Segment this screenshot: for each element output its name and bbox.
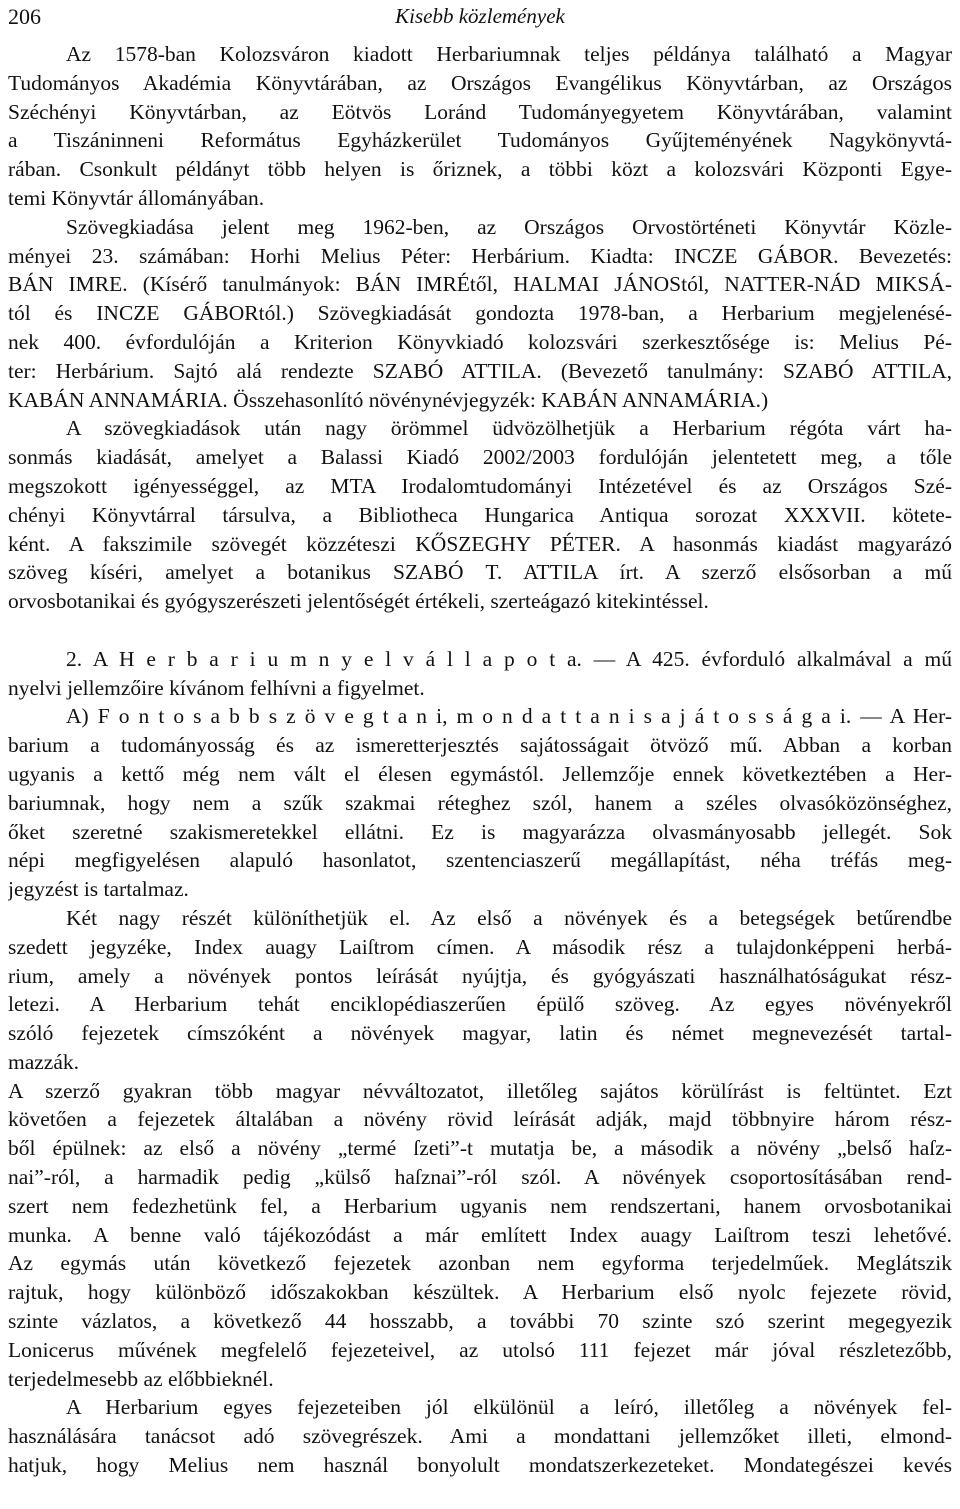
- text-line: szóló fejezetek címszóként a növények magyar, latin és német megnevezését tartal-: [8, 1021, 952, 1046]
- blank-line: [8, 616, 952, 645]
- text-line: ter: Herbárium. Sajtó alá rendezte SZABÓ ATTILA. (Bevezető tanulmány: SZABÓ ATTILA,: [8, 358, 952, 383]
- text-line: ugyanis a kettő még nem vált el élesen egymástól. Jellemzője ennek következtében a Her-: [8, 761, 952, 786]
- text-line: ként. A fakszimile szövegét közzéteszi KŐSZEGHY PÉTER. A hasonmás kiadást magyarázó: [8, 531, 952, 556]
- text-line: hatjuk, hogy Melius nem használ bonyolult mondatszerkezeteket. Mondategészei kevés: [8, 1453, 952, 1478]
- text-line: KABÁN ANNAMÁRIA. Összehasonlító növénynévjegyzék: KABÁN ANNAMÁRIA.): [8, 387, 769, 412]
- text-line: temi Könyvtár állományában.: [8, 185, 265, 210]
- text-line: szert nem fedezhetünk fel, a Herbarium ugyanis nem rendszertani, hanem orvosbotanikai: [8, 1193, 952, 1218]
- text-line: munka. A benne való tájékozódást a már említett Index auagy Laiſtrom teszi lehetővé.: [8, 1222, 952, 1247]
- text-line: nek 400. évfordulóján a Kriterion Könyvkiadó kolozsvári szerkesztősége is: Melius Pé-: [8, 329, 952, 354]
- text-line: szedett jegyzéke, Index auagy Laiſtrom címen. A második rész a tulajdonképpeni herbá-: [8, 934, 952, 959]
- text-line: Szövegkiadása jelent meg 1962-ben, az Országos Orvostörténeti Könyvtár Közle-: [66, 214, 952, 239]
- running-head: Kisebb közlemények: [395, 4, 565, 28]
- text-line: A szövegkiadások után nagy örömmel üdvözölhetjük a Herbarium régóta várt ha-: [66, 416, 952, 441]
- text-line: 2. A H e r b a r i u m n y e l v á l l a p o t a. — A 425. évforduló alkalmával a mű: [66, 646, 952, 671]
- text-line: Az 1578-ban Kolozsváron kiadott Herbariumnak teljes példánya található a Magyar: [66, 42, 952, 66]
- text-line: tól és INCZE GÁBORtól.) Szövegkiadását gondozta 1978-ban, a Herbarium megjelenésé-: [8, 301, 952, 326]
- text-line: a Tiszáninneni Református Egyházkerület Tudományos Gyűjteményének Nagykönyvtá-: [8, 128, 952, 153]
- text-line: megszokott igényességgel, az MTA Irodalomtudományi Intézetével és az Országos Szé-: [8, 473, 952, 498]
- text-line: Széchényi Könyvtárban, az Eötvös Loránd Tudományegyetem Könyvtárában, valamint: [8, 99, 952, 124]
- text-line: terjedelmesebb az előbbieknél.: [8, 1366, 274, 1391]
- page-header: [8, 4, 952, 34]
- text-line: Lonicerus művének megfelelő fejezeteivel, az utolsó 111 fejezet már jóval részletezőbb,: [8, 1337, 952, 1362]
- text-line: népi megfigyelésen alapuló hasonlatot, szentenciaszerű megállapítást, néha tréfás meg-: [8, 848, 952, 873]
- text-line: letezi. A Herbarium tehát enciklopédiaszerűen épülő szöveg. Az egyes növényekről: [8, 992, 952, 1017]
- text-line: őket szeretné szakismeretekkel ellátni. Ez is magyarázza olvasmányosabb jellegét. Sok: [8, 819, 952, 844]
- body-text: [8, 40, 952, 1480]
- text-line: Tudományos Akadémia Könyvtárában, az Országos Evangélikus Könyvtárban, az Országos: [8, 70, 952, 95]
- text-line: rium, amely a növények pontos leírását nyújtja, és gyógyászati használhatóságukat rész-: [8, 963, 952, 988]
- text-line: jegyzést is tartalmaz.: [8, 877, 189, 902]
- text-line: sonmás kiadását, amelyet a Balassi Kiadó 2002/2003 fordulóján jelentetett meg, a tőle: [8, 445, 952, 470]
- page-number: 206: [8, 4, 41, 29]
- text-line: A) F o n t o s a b b s z ö v e g t a n i, m o n d a t t a n i s a j á t o s s á g a i. — A Her-: [66, 704, 952, 729]
- text-line: chényi Könyvtárral társulva, a Bibliotheca Hungarica Antiqua sorozat XXXVII. kötete-: [8, 502, 952, 527]
- text-line: használására tanácsot adó szövegrészek. Ami a mondattani jellemzőket illeti, elmond-: [8, 1424, 952, 1449]
- text-line: orvosbotanikai és gyógyszerészeti jelentőségét értékeli, szerteágazó kitekintéssel.: [8, 589, 709, 614]
- text-line: szöveg kíséri, amelyet a botanikus SZABÓ T. ATTILA írt. A szerző elsősorban a mű: [8, 560, 952, 585]
- text-line: barium a tudományosság és az ismeretterjesztés sajátosságait ötvöző mű. Abban a korban: [8, 733, 952, 758]
- text-line: Az egymás után következő fejezetek azonban nem egyforma terjedelműek. Meglátszik: [8, 1251, 952, 1276]
- text-line: A szerző gyakran több magyar névváltozatot, illetőleg sajátos körülírást is feltüntet. Ezt: [8, 1078, 952, 1103]
- text-line: bariumnak, hogy nem a szűk szakmai réteghez szól, hanem a széles olvasóközönséghez,: [8, 790, 952, 815]
- text-line: ményei 23. számában: Horhi Melius Péter: Herbárium. Kiadta: INCZE GÁBOR. Bevezetés:: [8, 243, 952, 268]
- text-line: nyelvi jellemzőire kívánom felhívni a figyelmet.: [8, 675, 425, 700]
- text-line: A Herbarium egyes fejezeteiben jól elkülönül a leíró, illetőleg a növények fel-: [66, 1395, 952, 1420]
- text-line: követően a fejezetek általában a növény rövid leírását adják, majd többnyire három rész-: [8, 1107, 952, 1132]
- text-line: Két nagy részét különíthetjük el. Az első a növények és a betegségek betűrendbe: [66, 905, 952, 930]
- text-line: szinte vázlatos, a következő 44 hosszabb, a további 70 szinte szó szerint megegyezik: [8, 1309, 952, 1334]
- text-line: BÁN IMRE. (Kísérő tanulmányok: BÁN IMRÉtől, HALMAI JÁNOStól, NATTER-NÁD MIKSÁ-: [8, 272, 952, 297]
- text-line: mazzák.: [8, 1049, 80, 1074]
- text-line: rában. Csonkult példányt több helyen is őriznek, a többi közt a kolozsvári Központi Egye-: [8, 157, 952, 182]
- text-line: nai”-ról, a harmadik pedig „külső haſznai”-ról szól. A növények csoportosításában rend-: [8, 1165, 952, 1190]
- text-line: rajtuk, hogy különböző időszakokban készültek. A Herbarium első nyolc fejezete rövid,: [8, 1280, 952, 1305]
- text-line: ből épülnek: az első a növény „termé ſzeti”-t mutatja be, a második a növény „belső haſz-: [8, 1136, 952, 1161]
